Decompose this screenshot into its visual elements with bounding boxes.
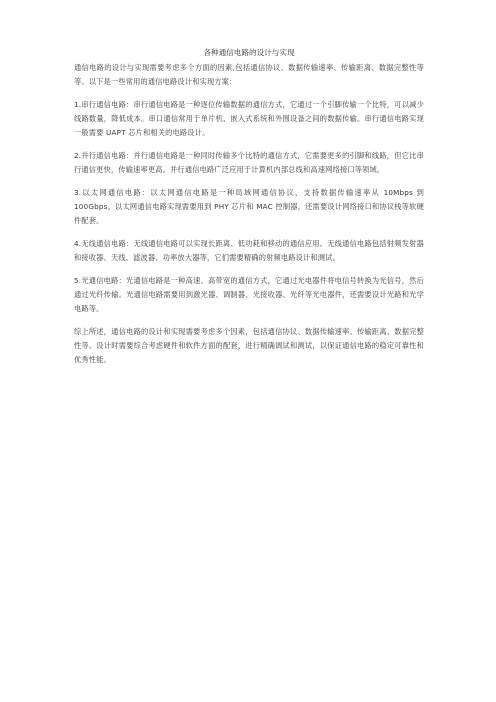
paragraph-gap xyxy=(74,228,424,237)
paragraph-gap xyxy=(74,177,424,186)
paragraph-gap xyxy=(74,140,424,149)
section-parallel: 2.并行通信电路：并行通信电路是一种同时传输多个比特的通信方式，它需要更多的引脚和线路，但它比串行通信更快，传输速率更高。并行通信电路广泛应用于计算机内部总线和高速网络接口等领域。 xyxy=(74,151,424,174)
paragraph-gap xyxy=(74,265,424,274)
section-ethernet: 3.以太网通信电路：以太网通信电路是一种局域网通信协议，支持数据传输速率从 10Mbps 到 100Gbps。以太网通信电路实现需要用到 PHY 芯片和 MAC 控制器，还需要设计网络接口和协议栈等软硬件配套。 xyxy=(74,188,424,225)
conclusion-paragraph: 综上所述，通信电路的设计和实现需要考虑多个因素，包括通信协议、数据传输速率、传输距离、数据完整性等。设计时需要综合考虑硬件和软件方面的配套，进行精确调试和测试，以保证通信电路的稳定可靠性和优秀性能。 xyxy=(74,327,424,364)
paragraph-gap xyxy=(74,89,424,98)
paragraph-gap xyxy=(74,316,424,325)
section-optical: 5.光通信电路：光通信电路是一种高速、高带宽的通信方式，它通过光电器件将电信号转换为光信号，然后通过光纤传输。光通信电路需要用到激光器、调制器、光接收器、光纤等光电器件，还需要设计光路和光学电路等。 xyxy=(74,276,424,313)
section-wireless: 4.无线通信电路：无线通信电路可以实现长距离、低功耗和移动的通信应用。无线通信电路包括射频发射器和接收器、天线、滤波器、功率放大器等，它们需要精确的射频电路设计和测试。 xyxy=(74,239,424,262)
intro-paragraph: 通信电路的设计与实现需要考虑多个方面的因素,包括通信协议、数据传输速率、传输距离、数据完整性等等。以下是一些常用的通信电路设计和实现方案： xyxy=(74,63,424,86)
document-title: 各种通信电路的设计与实现 xyxy=(203,48,295,57)
section-serial: 1.串行通信电路：串行通信电路是一种逐位传输数据的通信方式，它通过一个引脚传输一个比特，可以减少线路数量，降低成本。串口通信常用于单片机、嵌入式系统和外围设备之间的数据传输。串行通信电路实现一般需要 UAPT 芯片和相关的电路设计。 xyxy=(74,100,424,137)
